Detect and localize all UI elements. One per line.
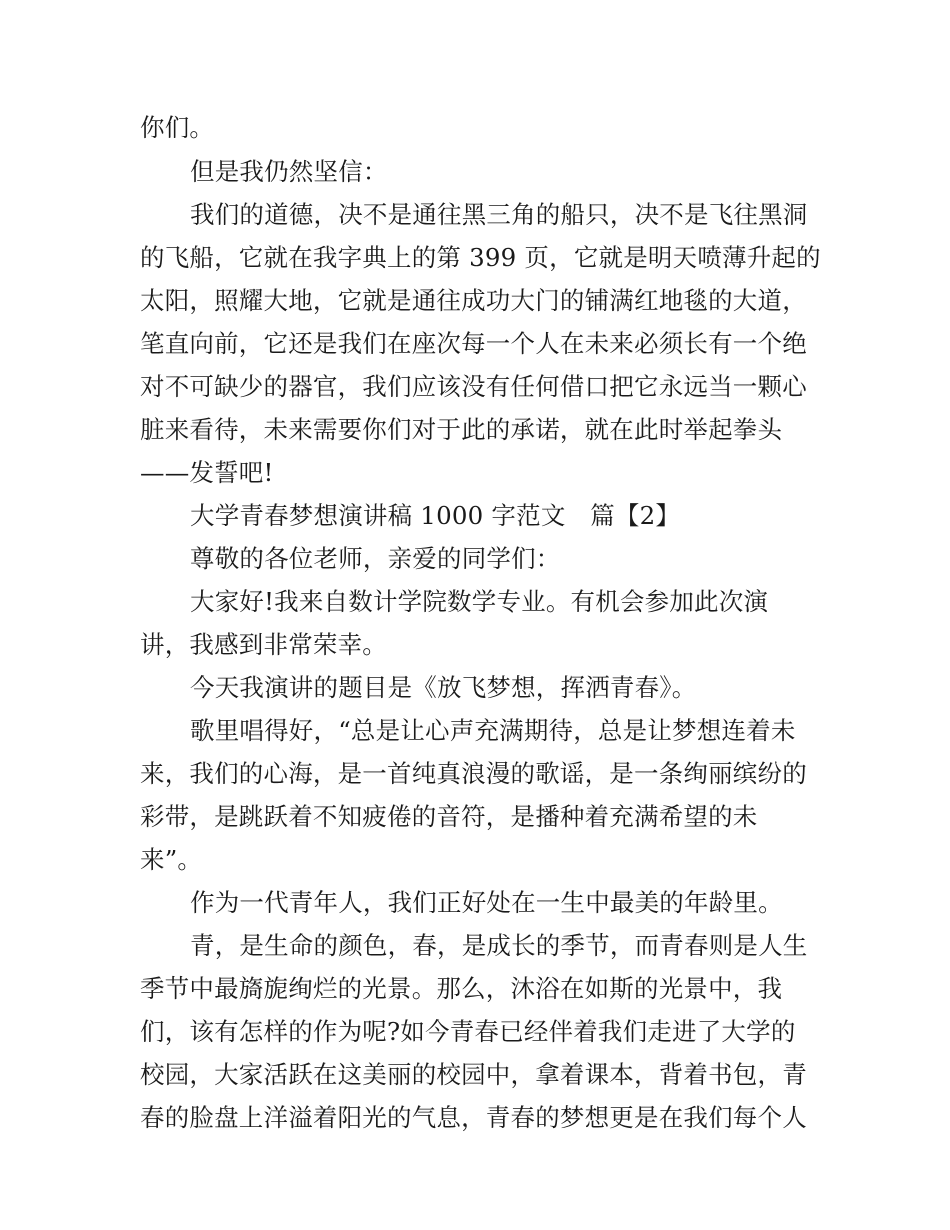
text-line: 季节中最旖旎绚烂的光景。那么，沐浴在如斯的光景中，我 <box>140 974 783 1003</box>
text-line: 彩带，是跳跃着不知疲倦的音符，是播种着充满希望的未 <box>140 802 758 831</box>
text-line: 我们的道德，决不是通往黑三角的船只，决不是飞往黑洞 <box>190 200 808 229</box>
text-line: 青，是生命的颜色，春，是成长的季节，而青春则是人生 <box>190 931 808 960</box>
text-line: 尊敬的各位老师，亲爱的同学们： <box>190 544 561 573</box>
text-line: 但是我仍然坚信： <box>190 157 388 186</box>
text-line: 春的脸盘上洋溢着阳光的气息，青春的梦想更是在我们每个人 <box>140 1103 807 1132</box>
text-line: 大家好!我来自数计学院数学专业。有机会参加此次演 <box>190 587 769 616</box>
text-line: 作为一代青年人，我们正好处在一生中最美的年龄里。 <box>190 888 783 917</box>
text-line: 对不可缺少的器官，我们应该没有任何借口把它永远当一颗心 <box>140 372 807 401</box>
text-line: 脏来看待，未来需要你们对于此的承诺，就在此时举起拳头 <box>140 415 783 444</box>
section-heading: 大学青春梦想演讲稿 1000 字范文 篇【2】 <box>190 501 681 530</box>
text-line: ——发誓吧! <box>140 458 274 487</box>
text-line: 笔直向前，它还是我们在座次每一个人在未来必须长有一个绝 <box>140 329 807 358</box>
text-line: 歌里唱得好，“总是让心声充满期待，总是让梦想连着未 <box>190 716 796 745</box>
text-line: 的飞船，它就在我字典上的第 399 页，它就是明天喷薄升起的 <box>140 243 821 272</box>
text-line: 今天我演讲的题目是《放飞梦想，挥洒青春》。 <box>190 673 697 702</box>
text-line: 校园，大家活跃在这美丽的校园中，拿着课本，背着书包，青 <box>140 1060 807 1089</box>
text-line: 讲，我感到非常荣幸。 <box>140 630 387 659</box>
text-line: 太阳，照耀大地，它就是通往成功大门的铺满红地毯的大道， <box>140 286 807 315</box>
text-line: 们，该有怎样的作为呢?如今青春已经伴着我们走进了大学的 <box>140 1017 796 1046</box>
text-line: 你们。 <box>140 113 215 142</box>
text-line: 来”。 <box>140 845 203 874</box>
text-line: 来，我们的心海，是一首纯真浪漫的歌谣，是一条绚丽缤纷的 <box>140 759 807 788</box>
